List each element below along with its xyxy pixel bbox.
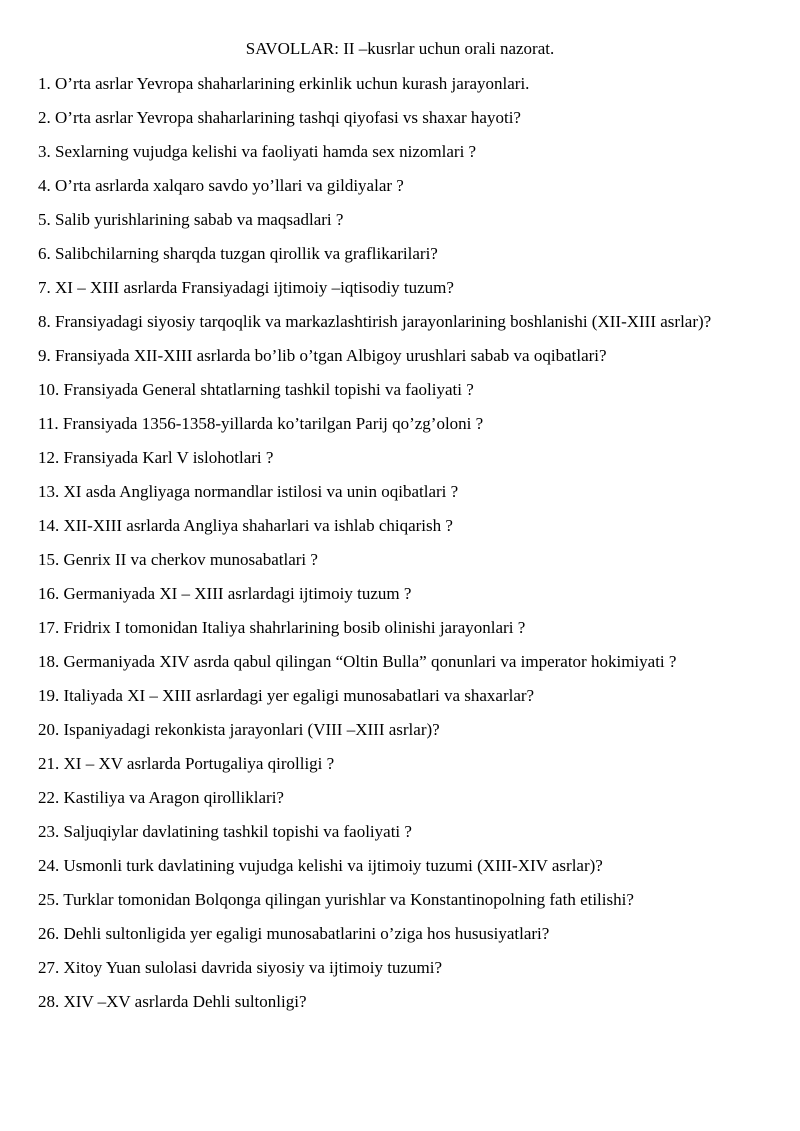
question-item-10: 10. Fransiyada General shtatlarning tashkil topishi va faoliyati ? <box>38 380 474 399</box>
question-item-9: 9. Fransiyada XII-XIII asrlarda bo’lib o’tgan Albigoy urushlari sabab va oqibatlari? <box>38 346 607 365</box>
question-item-13: 13. XI asda Angliyaga normandlar istilosi va unin oqibatlari ? <box>38 482 459 501</box>
question-item-27: 27. Xitoy Yuan sulolasi davrida siyosiy va ijtimoiy tuzumi? <box>38 958 443 977</box>
question-item-21: 21. XI – XV asrlarda Portugaliya qirolligi ? <box>38 754 335 773</box>
question-item-16: 16. Germaniyada XI – XIII asrlardagi ijtimoiy tuzum ? <box>38 584 412 603</box>
question-item-5: 5. Salib yurishlarining sabab va maqsadlari ? <box>38 210 344 229</box>
document-title: SAVOLLAR: II –kusrlar uchun orali nazorat. <box>245 39 555 58</box>
question-item-3: 3. Sexlarning vujudga kelishi va faoliyati hamda sex nizomlari ? <box>38 142 477 161</box>
question-item-25: 25. Turklar tomonidan Bolqonga qilingan yurishlar va Konstantinopolning fath etilishi? <box>38 890 634 909</box>
question-item-17: 17. Fridrix I tomonidan Italiya shahrlarining bosib olinishi jarayonlari ? <box>38 618 526 637</box>
question-item-18: 18. Germaniyada XIV asrda qabul qilingan “Oltin Bulla” qonunlari va imperator hokimiyati ? <box>38 652 677 671</box>
question-list <box>38 73 760 1025</box>
question-item-19: 19. Italiyada XI – XIII asrlardagi yer egaligi munosabatlari va shaxarlar? <box>38 686 535 705</box>
question-item-11: 11. Fransiyada 1356-1358-yillarda ko’tarilgan Parij qo’zg’oloni ? <box>38 414 484 433</box>
question-item-12: 12. Fransiyada Karl V islohotlari ? <box>38 448 274 467</box>
question-item-23: 23. Saljuqiylar davlatining tashkil topishi va faoliyati ? <box>38 822 412 841</box>
question-item-2: 2. O’rta asrlar Yevropa shaharlarining tashqi qiyofasi vs shaxar hayoti? <box>38 108 521 127</box>
question-item-22: 22. Kastiliya va Aragon qirolliklari? <box>38 788 284 807</box>
question-item-7: 7. XI – XIII asrlarda Fransiyadagi ijtimoiy –iqtisodiy tuzum? <box>38 278 454 297</box>
question-item-8: 8. Fransiyadagi siyosiy tarqoqlik va markazlashtirish jarayonlarining boshlanishi (XII-XIII asrlar)? <box>38 312 712 331</box>
question-item-20: 20. Ispaniyadagi rekonkista jarayonlari (VIII –XIII asrlar)? <box>38 720 440 739</box>
question-item-26: 26. Dehli sultonligida yer egaligi munosabatlarini o’ziga hos hususiyatlari? <box>38 924 550 943</box>
question-item-15: 15. Genrix II va cherkov munosabatlari ? <box>38 550 318 569</box>
question-item-28: 28. XIV –XV asrlarda Dehli sultonligi? <box>38 992 307 1011</box>
question-item-1: 1. O’rta asrlar Yevropa shaharlarining erkinlik uchun kurash jarayonlari. <box>38 74 530 93</box>
question-item-14: 14. XII-XIII asrlarda Angliya shaharlari va ishlab chiqarish ? <box>38 516 453 535</box>
question-item-4: 4. O’rta asrlarda xalqaro savdo yo’llari va gildiyalar ? <box>38 176 404 195</box>
question-item-24: 24. Usmonli turk davlatining vujudga kelishi va ijtimoiy tuzumi (XIII-XIV asrlar)? <box>38 856 603 875</box>
question-item-6: 6. Salibchilarning sharqda tuzgan qirollik va graflikarilari? <box>38 244 438 263</box>
